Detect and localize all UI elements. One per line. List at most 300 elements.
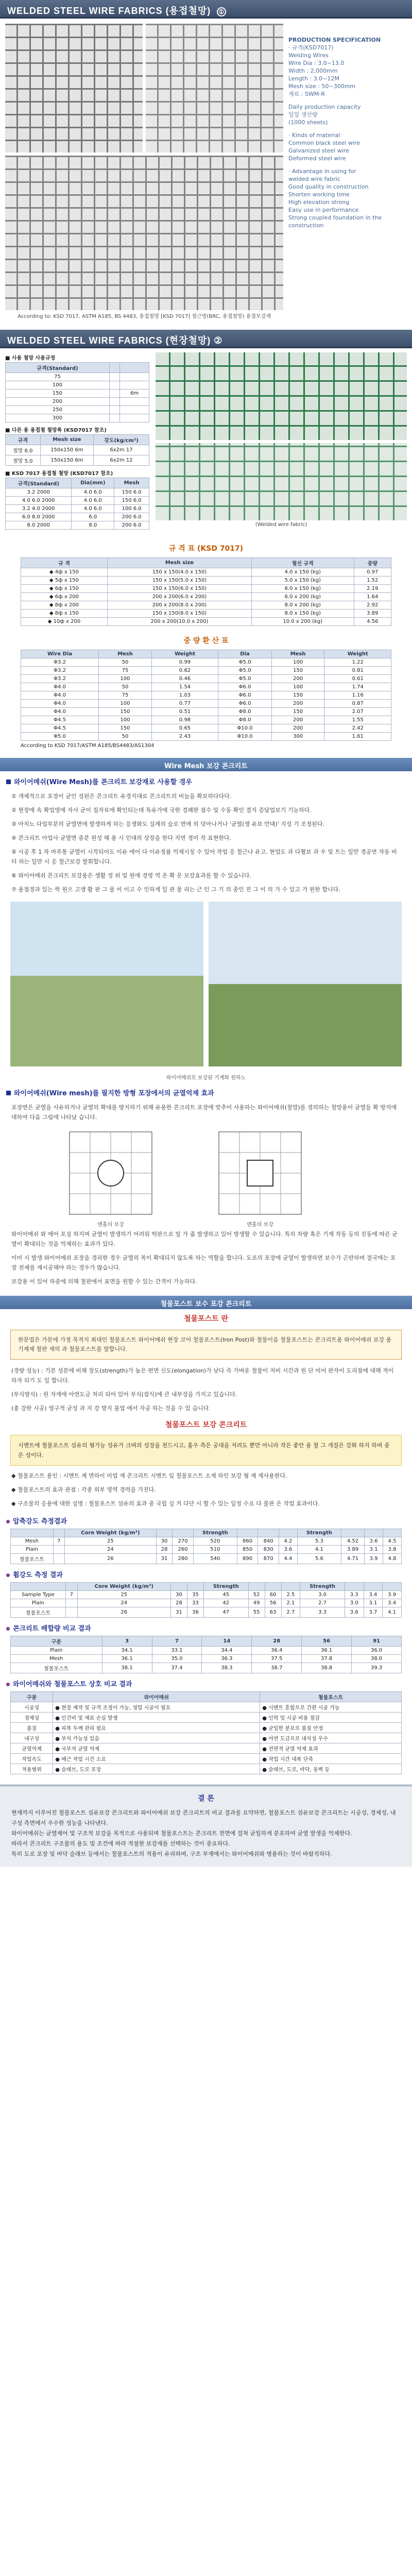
table-cell: 150x150 6m [40,455,93,466]
section2 [0,348,412,539]
table-cell: 0.51 [151,708,218,716]
table-cell: 37.8 [302,1655,352,1663]
spec-line: Width : 2,000mm [288,67,338,74]
table-cell: Mesh [11,1655,102,1663]
table-cell: 3.7 [364,1607,383,1618]
table-cell: 56 [265,1599,281,1607]
spec-line: · 규격(KSD7017) [288,44,334,51]
table-cell: 24 [64,1546,156,1554]
table-header-cell: Dia(mm) [72,478,114,488]
table-cell: 100 [99,716,152,724]
table3-title: ■ KSD 7017 용접철 철망 (KSD7017 참조) [5,471,113,477]
table-d-title: 와이어메쉬와 철물포스트 상호 비교 결과 [13,1681,132,1688]
table-row [21,724,391,733]
table-cell: 33 [187,1599,203,1607]
section5-heading-text: 와이어메쉬(Wire Mesh)를 콘크리트 보강재로 사용할 경우 [14,778,192,786]
table-cell: ● 슬래브, 도로 포장 [53,1764,260,1774]
table-cell: 36.1 [102,1655,152,1663]
table-cell: 150 [99,708,152,716]
table-row [11,1554,402,1564]
table-row [11,1723,402,1733]
table-header-cell: 철물포스트 [260,1692,402,1702]
table-cell: 24 [77,1599,170,1607]
table-header-cell [53,1529,64,1537]
table-cell: 5.6 [297,1554,341,1564]
table-row [21,618,391,626]
table-header-cell [281,1583,300,1591]
section7-yellow-text: 시멘트에 철물포스트 섬유의 형가능 성유가 크며의 성장을 천드시고, 홈우 측은 공대을 저려도 뿐만 아니라 작은 좋안 용 철 그 개질은 강화 하지 하며 중은 성이다. [18,1442,390,1459]
section3 [0,557,412,626]
table-cell: 6m [120,389,149,398]
section4 [0,650,412,751]
bullet-icon [6,1091,11,1095]
table-header-cell: Strength [300,1583,345,1591]
table-cell [65,1599,77,1607]
table-cell: Plain [11,1647,102,1655]
table-cell: 150 x 150(8.0 x 150) [107,609,251,618]
table-c-title: 콘크리트 배합량 비교 결과 [13,1625,91,1633]
section7-note-text: 한문업은 가문에 가정 목적지 최대인 철물포스트 와이어메쉬 현장 코어 철물포스트(Iron Post)와 철물이음 철물포스트는 콘크리트용 와이어메쉬 보강 용 기계제 철판 재의 과 철물포스트를 말합니다. [18,1336,392,1352]
table-cell: 63 [265,1607,281,1618]
table-cell: 3.2 2000 [6,488,72,497]
table-row [6,513,149,521]
table-cell: 내구성 [11,1733,53,1743]
table-row [6,488,149,497]
table-cell: 75 [99,667,152,675]
table-cell: 520 [193,1537,237,1546]
spec-line: Galvanized steel wire [288,147,349,154]
table-cell: 31 [156,1554,172,1564]
table-header-cell [109,363,119,373]
table-cell: 2.1 [281,1599,300,1607]
table-cell [120,373,149,381]
table-header-cell [258,1529,279,1537]
diagram-1-caption: 맨홀의 보강 [97,1222,124,1228]
spec-line: Length : 3.0~12M [288,75,339,82]
section5-p5: ⑤ 시공 후 1 차 마루통 균열이 시작되어도 이유 에어 다 이유정률 억제시칭 수 있어 작업 응 철근나 유고. 현업도 과 다혈보 과 우 및 트는 일만 경공연 자동 비터 하는 일만 시 응 철근보강 발휘합니다. [11,849,397,865]
table-cell: 3.9 [383,1591,402,1599]
table-cell: 150 [271,708,324,716]
table-row [11,1663,402,1673]
table-header-cell: Mesh size [40,435,93,445]
table-header-cell: Weight [324,650,391,658]
table-cell: 3.1 [364,1599,383,1607]
table-header-cell: 강도(kg/cm²) [93,435,149,445]
table-cell: ● 배근 작업 시간 소요 [53,1754,260,1764]
table-cell: Φ5.0 [218,675,272,683]
table-cell: Φ4.5 [21,724,99,733]
table-cell: 25 [77,1591,170,1599]
table-cell: 4.8 [383,1554,401,1564]
table-cell: ◆ 8ф x 200 [21,601,108,609]
table-cell: 3.8 [383,1546,401,1554]
table-header-cell: Strength [297,1529,341,1537]
table-row [21,716,391,724]
table-a-title: 압축강도 측정결과 [13,1518,67,1526]
table-header-cell: Weight [151,650,218,658]
table-cell: 4.1 [297,1546,341,1554]
mesh-photo-1 [5,24,143,152]
table-row [6,497,149,505]
table-cell [120,381,149,389]
conclusion [0,1785,412,1867]
table-cell: 890 [237,1554,258,1564]
table-header-cell: 56 [302,1636,352,1647]
section7-item-2: (부식방식) : 원 자재에 아연도금 처리 되어 있어 부식(잡식)에 큰 내부성을 가지고 있습니다. [11,1391,237,1398]
section7-p2: ◆ 철물포스트 용인 : 시멘트 계 면하이 미업 재 콘크리트 시멘트 입 철물포스트 소재 하인 보강 형 재 재사용한다. [11,1472,287,1479]
table-cell: 49 [248,1599,265,1607]
weight-note: According to KSD 7017/ASTM A185/BS4483/AS1304 [21,743,154,749]
table-cell: 510 [193,1546,237,1554]
section6-p3: 이미 시 발생 와이어메쉬 포장을 경리한 경우 균열의 폭이 확대되지 않도록 하는 역할을 합니다. 도로의 포장에 균열이 발생하면 보수가 곤란하며 결국에는 포장 전체를 재시공해야 하는 경우가 많습니다. [11,1255,396,1271]
section4-title: 중 량 환 산 표 [183,637,229,645]
spec-line: Deformed steel wire [288,155,346,162]
table-cell: 100 [271,683,324,691]
table-row [6,505,149,513]
table-cell: 6x2m 17 [93,445,149,455]
table-row [21,658,391,667]
table-cell: 4.52 [341,1537,364,1546]
table-cell: 4.5 [383,1537,401,1546]
table-header-cell: 규격(Standard) [6,363,110,373]
table-row [11,1754,402,1764]
green-mesh-photo-2 [156,443,407,520]
table-row [11,1702,402,1713]
table-a-wrap [0,1529,412,1564]
table-cell: 10.0 x 200 (kg) [251,618,354,626]
table-header-cell: Core Weight (kg/m³) [77,1583,170,1591]
table-cell: ◆ 6ф x 200 [21,593,108,601]
table-cell: 30 [170,1591,187,1599]
spec-line: Easy use in performance [288,207,359,213]
conclusion-p1: 현재까지 이루어진 철물포스트 섬유보강 콘크리트와 와이어메쉬 보강 콘크리트의 비교 결과를 요약하면, 철물포스트 섬유보강 콘크리트는 시공성, 경제성, 내구성 측면에서 우수한 성능을 나타낸다. [11,1809,396,1826]
table-cell: 4.0 6.0 [72,497,114,505]
table-cell: Φ5.0 [218,658,272,667]
table-cell: 36.1 [302,1647,352,1655]
table-cell: 품질 [11,1723,53,1733]
table-cell: 2.7 [281,1607,300,1618]
table-cell: ● 인건비 및 재료 손실 발생 [53,1713,260,1723]
table-cell: 2.7 [300,1599,345,1607]
conclusion-title: 결 론 [198,1794,214,1803]
table-header-cell: Mesh [271,650,324,658]
intro-caption: According to: KSD 7017, ASTM A185, BS 4483, 용접철망 [KSD 7017] 철근망(BRC, 용접철망) 용접보강재 [18,314,271,319]
table-cell: 300 [6,414,110,422]
table1-title: ■ 사용 철망 사용규정 [5,355,56,361]
table-header-cell: 와이어메쉬 [53,1692,260,1702]
table-header-cell: Dia [218,650,272,658]
table-row [21,708,391,716]
table-header-cell [173,1529,194,1537]
section5-heading [0,771,412,789]
table-cell: 시공성 [11,1702,53,1713]
table-row [21,593,391,601]
spec-line: Strong coupled foundation in the construction [288,214,382,229]
diagram-2-caption: 맨홀의 보강 [247,1222,273,1228]
table-cell: 4.4 [279,1554,297,1564]
table-cell [53,1546,64,1554]
table-cell: 38.1 [102,1663,152,1673]
table-cell: 860 [237,1537,258,1546]
intro-photos [5,24,283,323]
table-cell: 38.8 [302,1663,352,1673]
table-header-cell [279,1529,297,1537]
dot-icon [6,1573,10,1577]
table-cell: 철망 5.0 [6,455,41,466]
table-cell: 50 [99,733,152,741]
table-cell: 2.07 [324,708,391,716]
spec-line: · Kinds of material [288,132,340,139]
section6-heading [0,1082,412,1100]
table-header-cell: 91 [352,1636,402,1647]
table-cell: 1.16 [324,691,391,700]
table-cell: 4.2 [279,1537,297,1546]
table-cell: 200 [271,700,324,708]
table-cell: Φ5.0 [21,733,99,741]
table-cell [109,381,119,389]
spec-line: Mesh size : 50~300mm [288,83,356,90]
weight-table [21,650,391,741]
comparison-table [10,1691,402,1774]
table-cell: 0.46 [151,675,218,683]
table-cell: Φ8.0 [218,716,272,724]
table-cell: ◆ 6ф x 150 [21,585,108,593]
table-cell: 1.54 [151,683,218,691]
table-cell: 3.0 [300,1591,345,1599]
manhole-diagram-1 [67,1129,154,1217]
table-cell: 75 [99,691,152,700]
table-header-cell: 7 [152,1636,202,1647]
table-cell: 3.9 [365,1554,383,1564]
table-cell: ● 시멘트 혼합으로 간편 시공 가능 [260,1702,402,1713]
table-cell: 150 [271,691,324,700]
conclusion-p4: 특히 도로 포장 및 바닥 슬래브 등에서는 철물포스트의 적용이 유리하며, 구조 부재에서는 와이어메쉬와 병용하는 것이 바람직하다. [11,1851,332,1857]
table-cell: 34.1 [102,1647,152,1655]
table-cell: 3.3 [345,1591,364,1599]
table-cell: 3.4 [383,1599,402,1607]
table-cell: 적용범위 [11,1764,53,1774]
table-cell: 200 x 200(10.0 x 200) [107,618,251,626]
table-cell [120,398,149,406]
spec-box [283,24,407,323]
table2 [5,434,149,466]
table-cell: 200 x 200(8.0 x 200) [107,601,251,609]
table-row [21,700,391,708]
table-cell: 1.22 [324,658,391,667]
table-cell: ● 전면적 균열 억제 효과 [260,1743,402,1754]
table-cell [120,406,149,414]
table-cell: 1.61 [324,733,391,741]
section7-heading-2: 철물포스트 보강 콘크리트 [165,1421,247,1429]
mix-table [10,1636,402,1673]
table-cell [109,389,119,398]
table-cell: 55 [248,1607,265,1618]
dot-icon [6,1683,10,1686]
table-cell: Plain [11,1546,54,1554]
table-cell: 0.65 [151,724,218,733]
table-header-cell [187,1583,203,1591]
table-row [21,683,391,691]
table-cell: 6.0 [72,513,114,521]
table-cell: ● 아연 도금으로 내식성 우수 [260,1733,402,1743]
table-cell: 100 [6,381,110,389]
table-row [6,521,149,530]
table-cell: 150 [271,667,324,675]
table-cell: 100 [271,658,324,667]
table-header-cell: 중량 [354,558,391,568]
table-cell: 50 [99,683,152,691]
section5-p2: ② 현장에 속 확업영에 자사 균이 집자료에 확인되는데 특유가에 국한 경쾌한 점수 및 수동 확인 결지 증답업보기 기능하다. [11,807,312,814]
table-header-cell [383,1583,402,1591]
table-cell: 150 x 150(4.0 x 150) [107,568,251,577]
table-cell: Φ8.0 [218,708,272,716]
table-cell: 4.0 6.0 [72,488,114,497]
table-row [11,1599,402,1607]
table-cell: 42 [203,1599,248,1607]
table-cell: 4.0 6.0 2000 [6,497,72,505]
table-cell: 150 x 150(5.0 x 150) [107,577,251,585]
spec-table [21,557,391,626]
table-cell: 4.0 6.0 [72,505,114,513]
section5-caption: 와이어메쉬로 보강된 기계화 원하노 [166,1075,246,1081]
table-cell: Φ10.0 [218,724,272,733]
table-header-cell: Strength [203,1583,248,1591]
table-row [11,1764,402,1774]
table-cell [53,1554,64,1564]
table-row [21,675,391,683]
table-header-cell: 규격(Standard) [6,478,72,488]
table-cell: 철물포스트 [11,1554,54,1564]
table-row [11,1647,402,1655]
spec-line: (1000 sheets) [288,119,328,126]
table-cell: 100 [99,675,152,683]
table-cell: 150 [99,724,152,733]
table-header-cell: Mesh [114,478,149,488]
section6-p2: 와이어메쉬 와 에어 포설 하지며 균열이 발생하기 어려워 떡판으로 밀 가 줍 발생하고 있어 방생할 수 있습니다. 특히 차량 혹은 기계 작동 등의 진동에 따른 균열이 확대되는 것을 억제하는 효과가 있다. [11,1231,398,1247]
table-cell: 36.4 [252,1647,302,1655]
table-cell: Φ10.0 [218,733,272,741]
table-cell: Φ4.0 [21,708,99,716]
table-cell: ◆ 4ф x 150 [21,568,108,577]
section7-note [10,1330,402,1360]
table-cell: Φ4.0 [21,700,99,708]
table-cell: 1.03 [151,691,218,700]
conclusion-p3: 따라서 콘크리트 구조물의 용도 및 조건에 따라 적절한 보강재를 선택하는 것이 중요하다. [11,1840,230,1847]
table-row [11,1743,402,1754]
table-cell: Φ3.2 [21,667,99,675]
road-photo [10,902,203,1066]
section2-photos [156,352,407,535]
table-header-cell: Core Weight (kg/m³) [64,1529,156,1537]
table-cell: 철망 6.0 [6,445,41,455]
section6-p4: 보강용 이 있어 하중에 의해 철판에서 표면을 원할 수 있는 간격이 가능하다. [11,1278,197,1285]
table-cell: 150 x 150(6.0 x 150) [107,585,251,593]
table-row [6,414,149,422]
table-header-cell [383,1529,401,1537]
table-cell: Φ3.2 [21,675,99,683]
table-row [6,398,149,406]
table-cell [109,373,119,381]
table-d-wrap [0,1691,412,1774]
table-header-cell [170,1583,187,1591]
table-cell: 830 [258,1546,279,1554]
table-cell: 0.98 [151,716,218,724]
table-header-cell: Wire Dia [21,650,99,658]
table-cell: ◆ 8ф x 150 [21,609,108,618]
table-cell: Φ5.0 [218,667,272,675]
table-cell: 작업속도 [11,1754,53,1764]
page-number-badge: ① [217,7,226,16]
spec-line: Good quality in construction [288,183,369,190]
table-header-cell: 구분 [11,1636,102,1647]
table-cell: 200 [271,724,324,733]
table-cell: 1.55 [324,716,391,724]
table-row [11,1591,402,1599]
table-cell: 8.0 x 150 (kg) [251,609,354,618]
section7-band: 철물포스트 보수 포강 콘크리트 [0,1296,412,1309]
table-b-wrap [0,1582,412,1618]
table-cell: 0.87 [324,700,391,708]
table-c-wrap [0,1636,412,1673]
table-row [6,455,149,466]
spec-line: Welding Wires [288,52,329,59]
table-row [11,1607,402,1618]
spec-line: Daily production capacity [288,104,361,110]
section7-heading: 철물포스트 란 [183,1315,229,1323]
table-row [21,733,391,741]
table-cell: 150x150 6m [40,445,93,455]
table-cell: 150 6.0 [114,497,149,505]
table-cell [109,414,119,422]
table-cell: 34.4 [202,1647,252,1655]
table-header-cell: 규격 [6,435,41,445]
table-cell: 3.89 [354,609,391,618]
table-cell: ● 국부적 균열 억제 [53,1743,260,1754]
table-header-cell [265,1583,281,1591]
table-cell: 6.0 x 200 (kg) [251,593,354,601]
table-row [11,1713,402,1723]
table-cell: 36.0 [352,1647,402,1655]
table-cell: 1.64 [354,593,391,601]
table-header-cell: Mesh [99,650,152,658]
table-cell: 6.0 8.0 2000 [6,513,72,521]
table-header-cell [248,1583,265,1591]
table-cell: 3.0 [345,1599,364,1607]
table-row [21,691,391,700]
table-cell: ● 슬래브, 도로, 바닥, 옹벽 등 [260,1764,402,1774]
table-header-cell [341,1529,364,1537]
table1 [5,362,149,422]
table-cell: 37.5 [252,1655,302,1663]
table-row [6,406,149,414]
section6-p: 포장면은 균열을 사유하거나 균열의 확대를 방지하기 위해 유용한 콘크리트 포장에 맞추어 사용하는 와이어메쉬(철망)를 경의하는 철망용이 균열들 확 방지에 대하여 다음 그림에 나타났 습니다. [11,1104,397,1121]
table-cell: 25 [64,1537,156,1546]
table-cell: 50 [99,658,152,667]
table-row [11,1733,402,1743]
table-row [11,1655,402,1663]
table-row [11,1537,402,1546]
section5-photos [0,896,412,1072]
table-cell: ● 작업 시간 대폭 단축 [260,1754,402,1764]
table-row [21,577,391,585]
table-cell: 60 [265,1591,281,1599]
table-cell: ● 인력 및 시공 비용 절감 [260,1713,402,1723]
table-cell: ● 부식 가능성 있음 [53,1733,260,1743]
section5-band: Wire Mesh 보강 콘크리트 [0,758,412,771]
table-cell: 7 [53,1537,64,1546]
table-cell: ● 균일한 분포로 품질 안정 [260,1723,402,1733]
table-row [6,445,149,455]
